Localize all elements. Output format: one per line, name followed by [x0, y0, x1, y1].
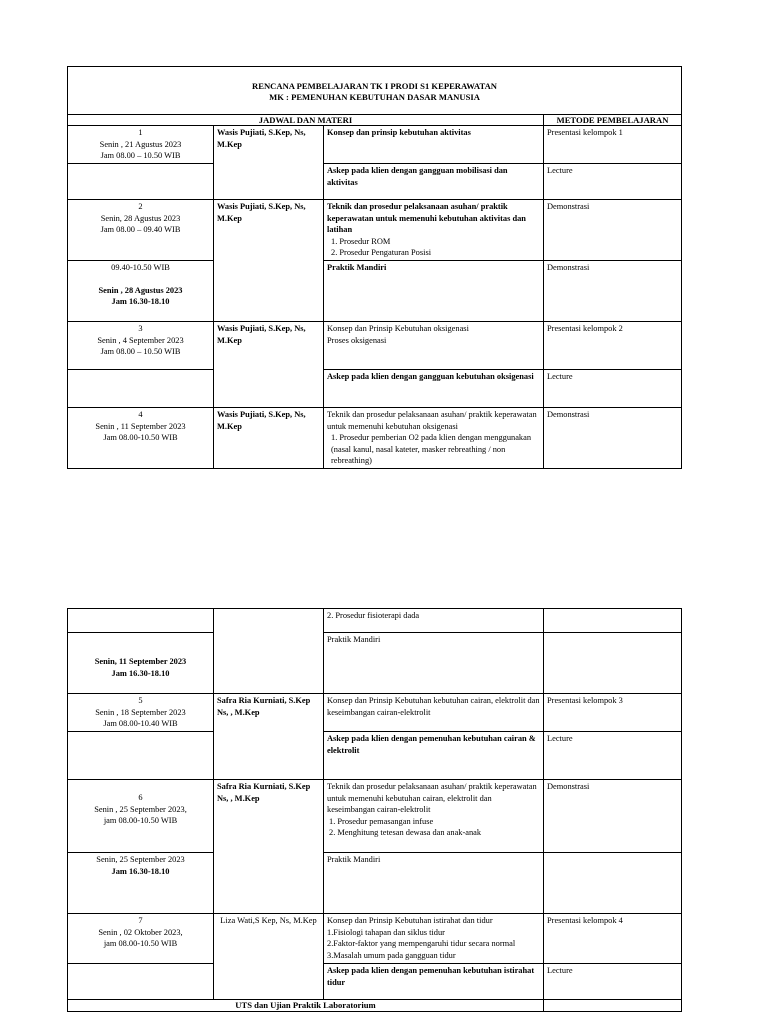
method-cell: Demonstrasi — [544, 200, 682, 261]
lecturer-cell: Liza Wati,S Kep, Ns, M.Kep — [214, 914, 324, 1000]
schedule-cell: Senin, 25 September 2023 Jam 16.30-18.10 — [68, 853, 214, 914]
header-schedule: JADWAL DAN MATERI — [68, 115, 544, 126]
schedule-cell: 1 Senin , 21 Agustus 2023 Jam 08.00 – 10.50 WIB — [68, 126, 214, 164]
schedule-table-page-1 — [67, 66, 682, 469]
material-cell: Teknik dan prosedur pelaksanaan asuhan/ praktik keperawatan untuk memenuhi kebutuhan aktivitas dan latihan 1. Prosedur ROM 2. Prosedur Pengaturan Posisi — [324, 200, 544, 261]
material-cell: Askep pada klien dengan pemenuhan kebutuhan istirahat tidur — [324, 964, 544, 1000]
lecturer-cell: Wasis Pujiati, S.Kep, Ns, M.Kep — [214, 408, 324, 469]
material-cell: Praktik Mandiri — [324, 261, 544, 322]
table-row — [68, 853, 682, 914]
method-cell: Presentasi kelompok 1 — [544, 126, 682, 164]
material-cell: Konsep dan Prinsip Kebutuhan kebutuhan cairan, elektrolit dan keseimbangan cairan-elektrolit — [324, 694, 544, 732]
table-row — [68, 914, 682, 964]
title-line-2: MK : PEMENUHAN KEBUTUHAN DASAR MANUSIA — [269, 92, 480, 102]
document-title — [68, 67, 682, 115]
material-cell: Praktik Mandiri — [324, 853, 544, 914]
lecturer-cell: Safra Ria Kurniati, S.Kep Ns, , M.Kep — [214, 694, 324, 780]
material-cell: Konsep dan Prinsip Kebutuhan oksigenasi Proses oksigenasi — [324, 322, 544, 370]
schedule-cell: 7 Senin , 02 Oktober 2023, jam 08.00-10.50 WIB — [68, 914, 214, 964]
table-row — [68, 732, 682, 780]
method-cell: Lecture — [544, 370, 682, 408]
table-row — [68, 370, 682, 408]
header-method: METODE PEMBELAJARAN — [544, 115, 682, 126]
lecturer-cell: Safra Ria Kurniati, S.Kep Ns, , M.Kep — [214, 780, 324, 914]
table-row — [68, 200, 682, 261]
method-cell: Demonstrasi — [544, 408, 682, 469]
schedule-cell: 6 Senin , 25 September 2023, jam 08.00-10.50 WIB — [68, 780, 214, 853]
material-cell: Konsep dan prinsip kebutuhan aktivitas — [324, 126, 544, 164]
method-cell: Lecture — [544, 732, 682, 780]
table-row — [68, 633, 682, 694]
material-cell: Konsep dan Prinsip Kebutuhan istirahat dan tidur 1.Fisiologi tahapan dan siklus tidur 2.Faktor-faktor yang mempengaruhi tidur secara normal 3.Masalah umum pada gangguan tidur — [324, 914, 544, 964]
table-row — [68, 322, 682, 370]
schedule-cell: 09.40-10.50 WIB Senin , 28 Agustus 2023 Jam 16.30-18.10 — [68, 261, 214, 322]
method-cell: Presentasi kelompok 2 — [544, 322, 682, 370]
table-row — [68, 408, 682, 469]
material-cell: Teknik dan prosedur pelaksanaan asuhan/ praktik keperawatan untuk memenuhi kebutuhan cairan, elektrolit dan keseimbangan cairan-elektrolit 1. Prosedur pemasangan infuse 2. Menghitung tetesan dewasa dan anak-anak — [324, 780, 544, 853]
schedule-cell: 5 Senin , 18 September 2023 Jam 08.00-10.40 WIB — [68, 694, 214, 732]
schedule-cell: Senin, 11 September 2023 Jam 16.30-18.10 — [68, 633, 214, 694]
table-row — [68, 126, 682, 164]
method-cell: Presentasi kelompok 4 — [544, 914, 682, 964]
method-cell: Demonstrasi — [544, 780, 682, 853]
table-row — [68, 780, 682, 853]
method-cell: Lecture — [544, 964, 682, 1000]
title-line-1: RENCANA PEMBELAJARAN TK I PRODI S1 KEPERAWATAN — [252, 81, 497, 91]
table-row — [68, 964, 682, 1000]
schedule-cell: 2 Senin, 28 Agustus 2023 Jam 08.00 – 09.40 WIB — [68, 200, 214, 261]
method-cell: Demonstrasi — [544, 261, 682, 322]
schedule-cell: 3 Senin , 4 September 2023 Jam 08.00 – 10.50 WIB — [68, 322, 214, 370]
table-row — [68, 1000, 682, 1012]
table-row — [68, 164, 682, 200]
method-cell: Presentasi kelompok 3 — [544, 694, 682, 732]
material-cell: Teknik dan prosedur pelaksanaan asuhan/ praktik keperawatan untuk memenuhi kebutuhan oksigenasi 1. Prosedur pemberian O2 pada klien dengan menggunakan (nasal kanul, nasal kateter, masker rebreathing / non rebreathing) — [324, 408, 544, 469]
table-row — [68, 261, 682, 322]
schedule-table-page-2 — [67, 608, 682, 1012]
footer-exam-row: UTS dan Ujian Praktik Laboratorium — [68, 1000, 544, 1012]
lecturer-cell: Wasis Pujiati, S.Kep, Ns, M.Kep — [214, 200, 324, 322]
table-row — [68, 694, 682, 732]
table-row — [68, 609, 682, 633]
lecturer-cell: Wasis Pujiati, S.Kep, Ns, M.Kep — [214, 322, 324, 408]
material-cell: Askep pada klien dengan pemenuhan kebutuhan cairan & elektrolit — [324, 732, 544, 780]
material-cell: 2. Prosedur fisioterapi dada — [324, 609, 544, 633]
material-cell: Askep pada klien dengan gangguan kebutuhan oksigenasi — [324, 370, 544, 408]
material-cell: Askep pada klien dengan gangguan mobilisasi dan aktivitas — [324, 164, 544, 200]
method-cell: Lecture — [544, 164, 682, 200]
schedule-cell: 4 Senin , 11 September 2023 Jam 08.00-10.50 WIB — [68, 408, 214, 469]
lecturer-cell: Wasis Pujiati, S.Kep, Ns, M.Kep — [214, 126, 324, 200]
material-cell: Praktik Mandiri — [324, 633, 544, 694]
